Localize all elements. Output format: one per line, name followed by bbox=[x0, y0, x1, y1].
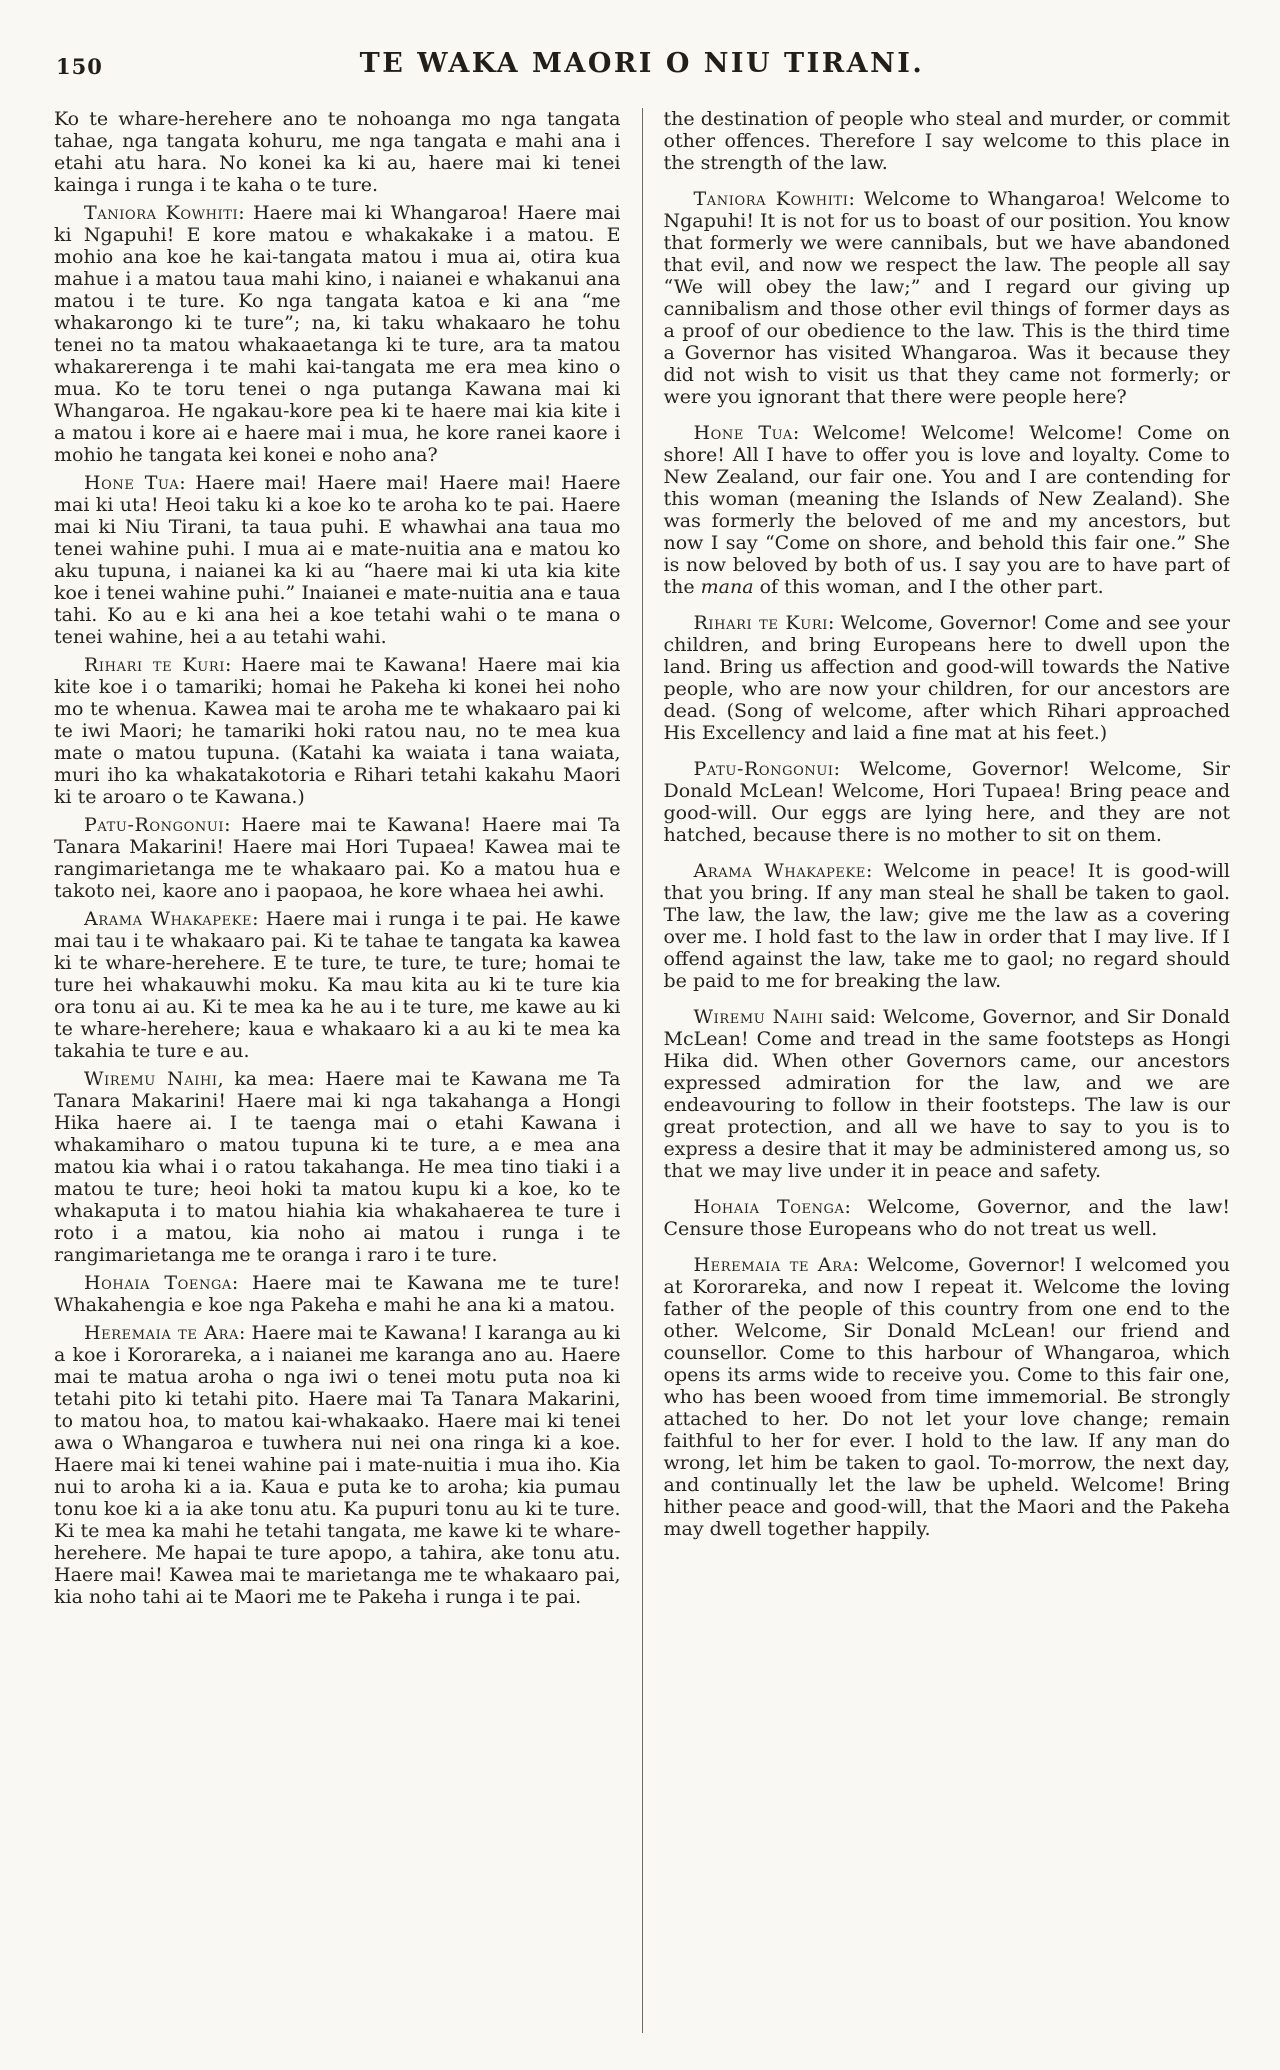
masthead-title: TE WAKA MAORI O NIU TIRANI. bbox=[359, 48, 925, 79]
paragraph-text: , ka mea: Haere mai te Kawana me Ta Tanara Makarini! Haere mai ki nga takahanga a Hongi Hika haere ai. I te taenga mai o etahi Kawana i whakamiharo o matou tupuna ki te ture, a e mea ana matou kia whai i o ratou takahanga. He mea tino tiaki i a matou te ture; heoi hoki ta matou kupu ki a koe, ko te whakaputa i to matou hiahia kia whakahaerea te ture i roto i a matou, kia noho ai matou i runga i te rangimarietanga me te oranga i raro i te ture. bbox=[54, 1068, 621, 1266]
speaker-name: Heremaia te Ara bbox=[693, 1254, 853, 1276]
speech-paragraph bbox=[664, 612, 1231, 744]
paragraph-text: of this woman, and I the other part. bbox=[753, 576, 1104, 598]
paragraph-text: : Welcome, Governor! Come and see your children, and bring Europeans here to dwell upon the land. Bring us affection and good-will towards the Native people, who are now your children, for our ancestors are dead. (Song of welcome, after which Rihari approached His Excellency and laid a fine mat at his feet.) bbox=[663, 612, 1230, 744]
speaker-name: Hone Tua bbox=[693, 422, 793, 444]
paragraph-text: : Welcome, Governor! I welcomed you at Kororareka, and now I repeat it. Welcome the loving father of the people of this country from one end to the other. Welcome, Sir Donald McLean! our friend and counsellor. Come to this harbour of Whangaroa, which opens its arms wide to receive you. Come to this fair one, who has been wooed from time immemorial. Be strongly attached to her. Do not let your love change; remain faithful to her for ever. I hold to the law. If any man do wrong, let him be taken to gaol. To-morrow, the next day, and continually let the law be upheld. Welcome! Bring hither peace and good-will, that the Maori and the Pakeha may dwell together happily. bbox=[663, 1254, 1230, 1540]
column-maori bbox=[54, 108, 642, 2033]
speaker-name: Arama Whakapeke bbox=[84, 908, 253, 930]
speaker-name: Patu-Rongonui bbox=[693, 758, 834, 780]
speech-paragraph bbox=[54, 1068, 621, 1266]
page-header bbox=[54, 40, 1230, 96]
speaker-name: Heremaia te Ara bbox=[84, 1322, 239, 1344]
speaker-name: Rihari te Kuri bbox=[84, 654, 225, 676]
speaker-name: Patu-Rongonui bbox=[84, 814, 225, 836]
speech-paragraph bbox=[664, 1006, 1231, 1182]
paragraph-text: : Welcome! Welcome! Welcome! Come on shore! All I have to offer you is love and loyalty. Come to New Zealand, our fair one. You and I are contending for this woman (meaning the Islands of New Zealand). She was formerly the beloved of me and my ancestors, but now I say “Come on shore, and behold this fair one.” She is now beloved by both of us. I say you are to have part of the bbox=[663, 422, 1230, 598]
speech-paragraph bbox=[664, 1196, 1231, 1240]
paragraph-text: : Welcome, Governor! Welcome, Sir Donald McLean! Welcome, Hori Tupaea! Bring peace and good-will. Our eggs are lying here, and they are not hatched, because there is no mother to sit on them. bbox=[663, 758, 1230, 846]
speech-paragraph bbox=[54, 908, 621, 1062]
paragraph-text: : Welcome to Whangaroa! Welcome to Ngapuhi! It is not for us to boast of our position. You know that formerly we were cannibals, but we have abandoned that evil, and now we respect the law. The people all say “We will obey the law;” and I regard our giving up cannibalism and those other evil things of former days as a proof of our obedience to the law. This is the third time a Governor has visited Whangaroa. Was it because they did not wish to visit us that they came not formerly; or were you ignorant that there were people here? bbox=[663, 188, 1230, 408]
speaker-name: Wiremu Naihi bbox=[693, 1006, 824, 1028]
paragraph-text: : Welcome, Governor, and the law! Censure those Europeans who do not treat us well. bbox=[663, 1196, 1230, 1240]
speech-paragraph bbox=[664, 860, 1231, 992]
speaker-name: Taniora Kowhiti bbox=[84, 202, 239, 224]
paragraph-continuation bbox=[664, 108, 1231, 174]
speaker-name: Hohaia Toenga bbox=[693, 1196, 845, 1218]
speech-paragraph bbox=[54, 1322, 621, 1608]
speech-paragraph bbox=[664, 758, 1231, 846]
column-container bbox=[54, 108, 1230, 2033]
column-english bbox=[643, 108, 1231, 2033]
paragraph-text: : Haere mai ki Whangaroa! Haere mai ki Ngapuhi! E kore matou e whakakake i a matou. E mohio ana koe he kai-tangata matou i mua ai, otira kua mahue i a matou taua mahi kino, i naianei e whakanui ana matou i te ture. Ko nga tangata katoa e ki ana “me whakarongo ki te ture”; na, ki taku whakaaro he tohu tenei no ta matou whakaaetanga ki te ture, ara ta matou whakarerenga i te mahi kai-tangata me era mea kino o mua. Ko te toru tenei o nga putanga Kawana mai ki Whangaroa. He ngakau-kore pea ki te haere mai kia kite i a matou i kore ai e haere mai i mua, he kore ranei kaore i mohio he tangata kei konei e noho ana? bbox=[54, 202, 621, 466]
paragraph-text: : Haere mai te Kawana! Haere mai kia kite koe i o tamariki; homai he Pakeha ki konei hei noho mo te whenua. Kawea mai te aroha me te whakaaro pai ki te iwi Maori; he tamariki hoki ratou nau, no te mea kua mate o matou tupuna. (Katahi ka waiata i tana waiata, muri iho ka whakatakotoria e Rihari tetahi kakahu Maori ki te aroaro o te Kawana.) bbox=[54, 654, 621, 808]
speech-paragraph bbox=[54, 472, 621, 648]
speaker-name: Arama Whakapeke bbox=[693, 860, 866, 882]
paragraph-text: : Welcome in peace! It is good-will that you bring. If any man steal he shall be taken to gaol. The law, the law, the law; give me the law as a covering over me. I hold fast to the law in order that I may live. If I offend against the law, take me to gaol; no regard should be paid to me for breaking the law. bbox=[663, 860, 1230, 992]
speaker-name: Hone Tua bbox=[84, 472, 180, 494]
speech-paragraph bbox=[664, 422, 1231, 598]
speech-paragraph bbox=[54, 654, 621, 808]
paragraph-continuation bbox=[54, 108, 621, 196]
speaker-name: Hohaia Toenga bbox=[84, 1272, 232, 1294]
speaker-name: Taniora Kowhiti bbox=[693, 188, 849, 210]
paragraph-text: : Haere mai te Kawana! I karanga au ki a koe i Kororareka, a i naianei me karanga ano au. Haere mai te matua aroha o nga iwi o tenei motu puta noa ki tetahi pito ki tetahi pito. Haere mai Ta Tanara Makarini, to matou hoa, to matou kai-whakaako. Haere mai ki tenei awa o Whangaroa e tuwhera nui nei ona ringa ki a koe. Haere mai ki tenei wahine pai i mate-nuitia i mua iho. Kia nui to aroha ki a ia. Kaua e puta ke to aroha; kia pumau tonu koe ki a ia ake tonu atu. Ka pupuri tonu au ki te ture. Ki te mea ka mahi he tetahi tangata, me kawe ki te whare-herehere. Me hapai te ture apopo, a tahira, ake tonu atu. Haere mai! Kawea mai te marietanga me te whakaaro pai, kia noho tahi ai te Maori me te Pakeha i runga i te pai. bbox=[54, 1322, 621, 1608]
speech-paragraph bbox=[54, 814, 621, 902]
paragraph-text: said: Welcome, Governor, and Sir Donald McLean! Come and tread in the same footsteps as Hongi Hika did. When other Governors came, our ancestors expressed admiration for the law, and we are endeavouring to follow in their footsteps. The law is our great protection, and all we have to say to you is to express a desire that it may be administered among us, so that we may live under it in peace and safety. bbox=[663, 1006, 1230, 1182]
speaker-name: Rihari te Kuri bbox=[693, 612, 828, 634]
paragraph-text: : Haere mai! Haere mai! Haere mai! Haere mai ki uta! Heoi taku ki a koe ko te aroha ko te pai. Haere mai ki Niu Tirani, ta taua puhi. E whawhai ana taua mo tenei wahine puhi. I mua ai e mate-nuitia ana e matou ko aku tupuna, i naianei ka ki au “haere mai ki uta kia kite koe i tenei wahine puhi.” Inaianei e mate-nuitia ana e taua tahi. Ko au e ki ana hei a koe tetahi wahi o te mana o tenei wahine, hei a au tetahi wahi. bbox=[54, 472, 621, 648]
speech-paragraph bbox=[664, 188, 1231, 408]
paragraph-text: Ko te whare-herehere ano te nohoanga mo nga tangata tahae, nga tangata kohuru, me nga tangata e mahi ana i etahi atu hara. No konei ka ki au, haere mai ki tenei kainga i runga i te kaha o te ture. bbox=[54, 108, 621, 196]
speech-paragraph bbox=[54, 202, 621, 466]
speaker-name: Wiremu Naihi bbox=[84, 1068, 218, 1090]
page-number: 150 bbox=[56, 54, 103, 79]
paragraph-text: the destination of people who steal and murder, or commit other offences. Therefore I say welcome to this place in the strength of the law. bbox=[663, 108, 1230, 174]
italic-term: mana bbox=[700, 576, 754, 598]
speech-paragraph bbox=[664, 1254, 1231, 1540]
paragraph-text: : Haere mai te Kawana me te ture! Whakahengia e koe nga Pakeha e mahi he ana ki a matou. bbox=[54, 1272, 621, 1316]
speech-paragraph bbox=[54, 1272, 621, 1316]
paragraph-text: : Haere mai i runga i te pai. He kawe mai tau i te whakaaro pai. Ki te tahae te tangata ka kawea ki te whare-herehere. E te ture, te ture, te ture; homai te ture hei whakauwhi moku. Ka mau kita au ki te ture kia ora tonu ai au. Ki te mea ka he au i te ture, me kawe au ki te whare-herehere; kaua e whakaaro ki a au ki te mea ka takahia te ture e au. bbox=[54, 908, 621, 1062]
paragraph-text: : Haere mai te Kawana! Haere mai Ta Tanara Makarini! Haere mai Hori Tupaea! Kawea mai te rangimarietanga me te whakaaro pai. Ko a matou hua e takoto nei, kaore ano i paopaoa, he kore whaea hei awhi. bbox=[54, 814, 621, 902]
